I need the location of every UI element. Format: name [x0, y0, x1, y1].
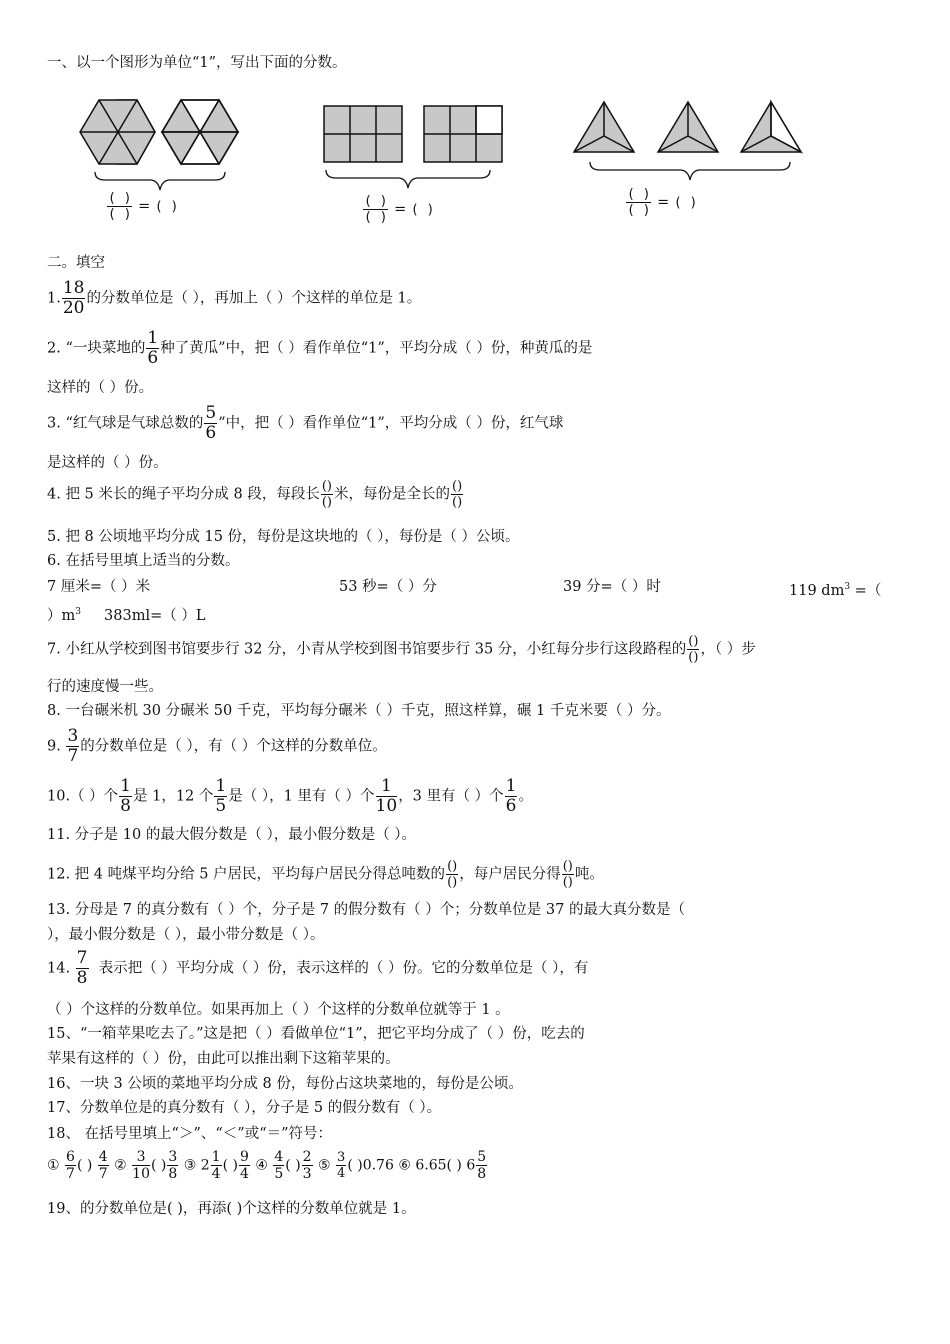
question-3: 3. “红气球是气球总数的 $\frac{5}{6}$ ”中，把（ ）看作单位“1”，平均分成（ ）份，红气球 — [47, 403, 564, 443]
question-8: 8. 一台碾米机 30 分碾米 50 千克，平均每分碾米（ ）千克，照这样算，碾 1 千克米要（ ）分。 — [47, 703, 671, 719]
fraction-blank-3[interactable]: $\frac{( )}{( )}$ = ( ) — [627, 187, 698, 218]
rectangle-figure — [318, 100, 518, 200]
fraction-blank-1[interactable]: $\frac{( )}{( )}$ = ( ) — [108, 191, 179, 222]
question-3-line2: 是这样的（ ）份。 — [47, 455, 168, 471]
question-6-items-2: ）$m^3$ 383ml=（ ）L — [47, 607, 206, 624]
question-15: 15、“一箱苹果吃去了。”这是把（ ）看做单位“1”，把它平均分成了（ ）份，吃去的 — [47, 1026, 585, 1042]
question-11: 11. 分子是 10 的最大假分数是（ ），最小假分数是（ ）。 — [47, 827, 417, 843]
question-13: 13. 分母是 7 的真分数有（ ）个，分子是 7 的假分数有（ ）个；分数单位是 37 的最大真分数是（ — [47, 902, 685, 918]
question-4: 4. 把 5 米长的绳子平均分成 8 段，每段长 $\frac{()}{()}$ 米，每份是全长的 $\frac{()}{()}$ — [47, 479, 463, 510]
question-7-line2: 行的速度慢一些。 — [47, 679, 163, 695]
question-5: 5. 把 8 公顷地平均分成 15 份，每份是这块地的（ ），每份是（ ）公顷。 — [47, 529, 520, 545]
question-2: 2. “一块菜地的 $\frac{1}{6}$ 种了黄瓜”中，把（ ）看作单位“1”，平均分成（ ）份，种黄瓜的是 — [47, 328, 593, 368]
fraction-blank-2[interactable]: $\frac{( )}{( )}$ = ( ) — [364, 194, 435, 225]
triangle-figure — [568, 96, 813, 196]
question-18-items: ① $\frac{6}{7}$ ( ) $\frac{4}{7}$ ② $\frac{3}{10}$ ( ) $\frac{3}{8}$ ③ 2 $\frac{1}{4}$ ( ) $\frac{9}{4}$ ④ $\frac{4}{5}$ ( ) $\frac{2}{3}$ ⑤ $\frac{3}{4}$ ( )0.76 ⑥ 6.65( ) 6 $\frac{5}{8}$ — [47, 1149, 487, 1182]
question-6: 6. 在括号里填上适当的分数。 — [47, 553, 240, 569]
question-10: 10.（ ）个 $\frac{1}{8}$ 是 1，12 个 $\frac{1}{5}$ 是（ ），1 里有（ ）个 $\frac{1}{10}$ ，3 里有（ ）个 $\frac{1}{6}$ 。 — [47, 776, 533, 816]
question-19: 19、的分数单位是( )，再添( )个这样的分数单位就是 1。 — [47, 1201, 416, 1217]
question-12: 12. 把 4 吨煤平均分给 5 户居民，平均每户居民分得总吨数的 $\frac{()}{()}$ ，每户居民分得 $\frac{()}{()}$ 吨。 — [47, 859, 604, 890]
question-1: 1. $\frac{18}{20}$ 的分数单位是（ ），再加上（ ）个这样的单位是 1。 — [47, 278, 422, 318]
question-7: 7. 小红从学校到图书馆要步行 32 分，小青从学校到图书馆要步行 35 分，小红每分步行这段路程的 $\frac{()}{()}$ ，（ ）步 — [47, 634, 756, 665]
section1-title: 一、以一个图形为单位“1”，写出下面的分数。 — [47, 55, 347, 71]
section2-title: 二。填空 — [47, 255, 105, 271]
question-14: 14. $\frac{7}{8}$ 表示把（ ）平均分成（ ）份，表示这样的（ ）份。它的分数单位是（ ），有 — [47, 948, 589, 988]
question-14-line2: （ ）个这样的分数单位。如果再加上（ ）个这样的分数单位就等于 1 。 — [47, 1002, 510, 1018]
question-6-items: 7 厘米=（ ）米 53 秒=（ ）分 39 分=（ ）时 119 $dm^3$ =（ — [47, 579, 882, 599]
question-2-line2: 这样的（ ）份。 — [47, 380, 154, 396]
question-9: 9. $\frac{3}{7}$ 的分数单位是（ ），有（ ）个这样的分数单位。 — [47, 726, 387, 766]
question-17: 17、分数单位是的真分数有（ ），分子是 5 的假分数有（ ）。 — [47, 1100, 442, 1116]
question-13-line2: ），最小假分数是（ ），最小带分数是（ ）。 — [47, 927, 325, 943]
question-16: 16、一块 3 公顷的菜地平均分成 8 份，每份占这块菜地的，每份是公顷。 — [47, 1076, 523, 1092]
question-18: 18、 在括号里填上“＞”、“＜”或“＝”符号： — [47, 1126, 333, 1142]
question-15-line2: 苹果有这样的（ ）份，由此可以推出剩下这箱苹果的。 — [47, 1051, 400, 1067]
